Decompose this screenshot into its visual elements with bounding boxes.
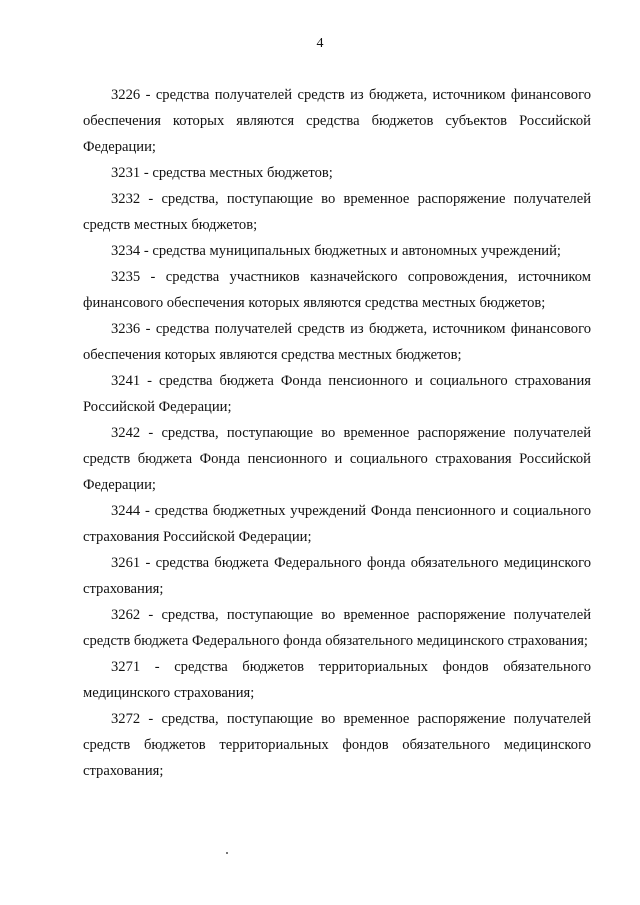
paragraph-3231: 3231 - средства местных бюджетов; bbox=[111, 165, 333, 181]
paragraph-3226: 3226 - средства получателей средств из бюджета, источником финансового обеспечения которых являются средства бюджетов субъектов Российской Федерации; bbox=[83, 87, 591, 155]
document-body bbox=[83, 82, 591, 784]
paragraph-3236: 3236 - средства получателей средств из бюджета, источником финансового обеспечения которых являются средства местных бюджетов; bbox=[83, 321, 591, 363]
paragraph-3261: 3261 - средства бюджета Федерального фонда обязательного медицинского страхования; bbox=[83, 555, 591, 597]
paragraph-3235: 3235 - средства участников казначейского сопровождения, источником финансового обеспечения которых являются средства местных бюджетов; bbox=[83, 269, 591, 311]
scan-speck bbox=[226, 852, 228, 854]
paragraph-3232: 3232 - средства, поступающие во временное распоряжение получателей средств местных бюджетов; bbox=[83, 191, 591, 233]
paragraph-3262: 3262 - средства, поступающие во временное распоряжение получателей средств бюджета Федерального фонда обязательного медицинского страхования; bbox=[83, 607, 591, 649]
paragraph-3244: 3244 - средства бюджетных учреждений Фонда пенсионного и социального страхования Российской Федерации; bbox=[83, 503, 591, 545]
paragraph-3272: 3272 - средства, поступающие во временное распоряжение получателей средств бюджетов территориальных фондов обязательного медицинского страхования; bbox=[83, 711, 591, 779]
paragraph-3242: 3242 - средства, поступающие во временное распоряжение получателей средств бюджета Фонда пенсионного и социального страхования Российской Федерации; bbox=[83, 425, 591, 493]
paragraph-3241: 3241 - средства бюджета Фонда пенсионного и социального страхования Российской Федерации; bbox=[83, 373, 591, 415]
paragraph-3234: 3234 - средства муниципальных бюджетных и автономных учреждений; bbox=[111, 243, 561, 259]
page-number: 4 bbox=[316, 36, 324, 51]
paragraph-3271: 3271 - средства бюджетов территориальных фондов обязательного медицинского страхования; bbox=[83, 659, 591, 701]
